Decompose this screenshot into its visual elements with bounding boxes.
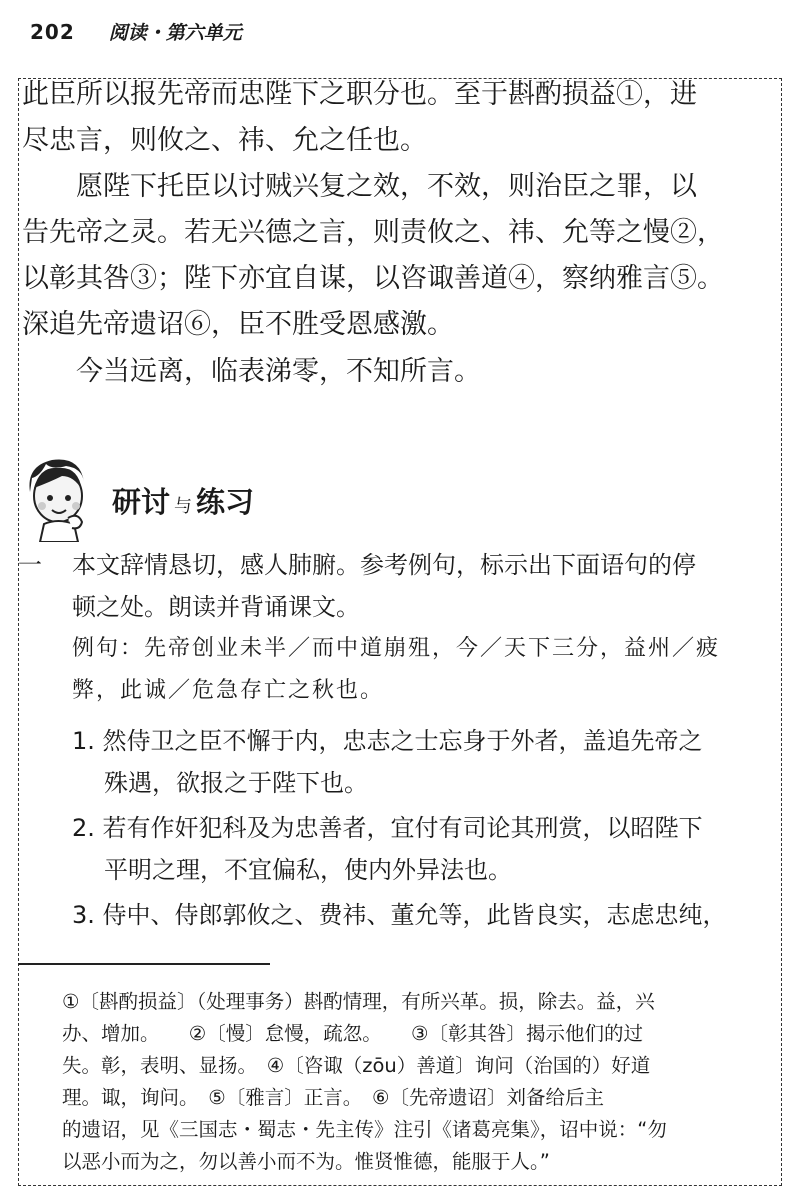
sentence-line: 2. 若有作奸犯科及为忠善者，宜付有司论其刑赏，以昭陛下 bbox=[72, 814, 703, 842]
sentence-line: 1. 然侍卫之臣不懈于内，忠志之士忘身于外者，盖追先帝之 bbox=[72, 727, 703, 755]
footnote-line: 以恶小而为之，勿以善小而不为。惟贤惟德，能服于人。” bbox=[62, 1150, 550, 1173]
footnote-line: 失。彰，表明、显扬。 ④〔咨诹（zōu）善道〕询问（治国的）好道 bbox=[62, 1054, 651, 1077]
footnote-line: ①〔斟酌损益〕（处理事务）斟酌情理，有所兴革。损，除去。益，兴 bbox=[62, 990, 655, 1013]
footnote-line: 办、增加。 ②〔慢〕怠慢，疏忽。 ③〔彰其咎〕揭示他们的过 bbox=[62, 1022, 643, 1045]
passage-line: 以彰其咎③；陛下亦宜自谋，以咨诹善道④，察纳雅言⑤。 bbox=[22, 263, 724, 294]
sentence-line: 殊遇，欲报之于陛下也。 bbox=[104, 769, 368, 797]
footnote-divider bbox=[18, 963, 270, 965]
sentence-line: 3. 侍中、侍郎郭攸之、费祎、董允等，此皆良实，志虑忠纯， bbox=[72, 901, 727, 929]
passage-line: 深追先帝遗诏⑥，臣不胜受恩感激。 bbox=[22, 309, 454, 340]
sentence-line: 平明之理，不宜偏私，使内外异法也。 bbox=[104, 856, 512, 884]
example-line: 弊，此诚／危急存亡之秋也。 bbox=[72, 678, 385, 703]
exercise-marker: 一 bbox=[18, 551, 42, 579]
passage-line: 愿陛下托臣以讨贼兴复之效，不效，则治臣之罪，以 bbox=[76, 171, 697, 202]
footnote-line: 的遗诏，见《三国志・蜀志・先主传》注引《诸葛亮集》，诏中说：“勿 bbox=[62, 1118, 667, 1141]
section-title-main: 练习 bbox=[196, 485, 255, 519]
passage-line: 今当远离，临表涕零，不知所言。 bbox=[76, 356, 481, 387]
passage-line: 尽忠言，则攸之、祎、允之任也。 bbox=[22, 125, 427, 156]
example-line: 例句：先帝创业未半／而中道崩殂，今／天下三分，益州／疲 bbox=[72, 636, 721, 661]
exercise-line: 本文辞情恳切，感人肺腑。参考例句，标示出下面语句的停 bbox=[72, 551, 696, 579]
passage-line: 此臣所以报先帝而忠陛下之职分也。至于斟酌损益①，进 bbox=[22, 79, 697, 110]
section-title-connector: 与 bbox=[174, 496, 193, 517]
page-number: 202 bbox=[30, 20, 75, 44]
section-title bbox=[112, 480, 254, 521]
footnote-line: 理。诹，询问。 ⑤〔雅言〕正言。 ⑥〔先帝遗诏〕刘备给后主 bbox=[62, 1086, 604, 1109]
child-mascot-icon bbox=[22, 452, 94, 542]
page-header bbox=[30, 18, 242, 48]
exercise-line: 顿之处。朗读并背诵课文。 bbox=[72, 593, 360, 621]
running-title: 阅读・第六单元 bbox=[108, 22, 242, 44]
section-title-main: 研讨 bbox=[112, 485, 171, 519]
passage-line: 告先帝之灵。若无兴德之言，则责攸之、祎、允等之慢②， bbox=[22, 217, 724, 248]
